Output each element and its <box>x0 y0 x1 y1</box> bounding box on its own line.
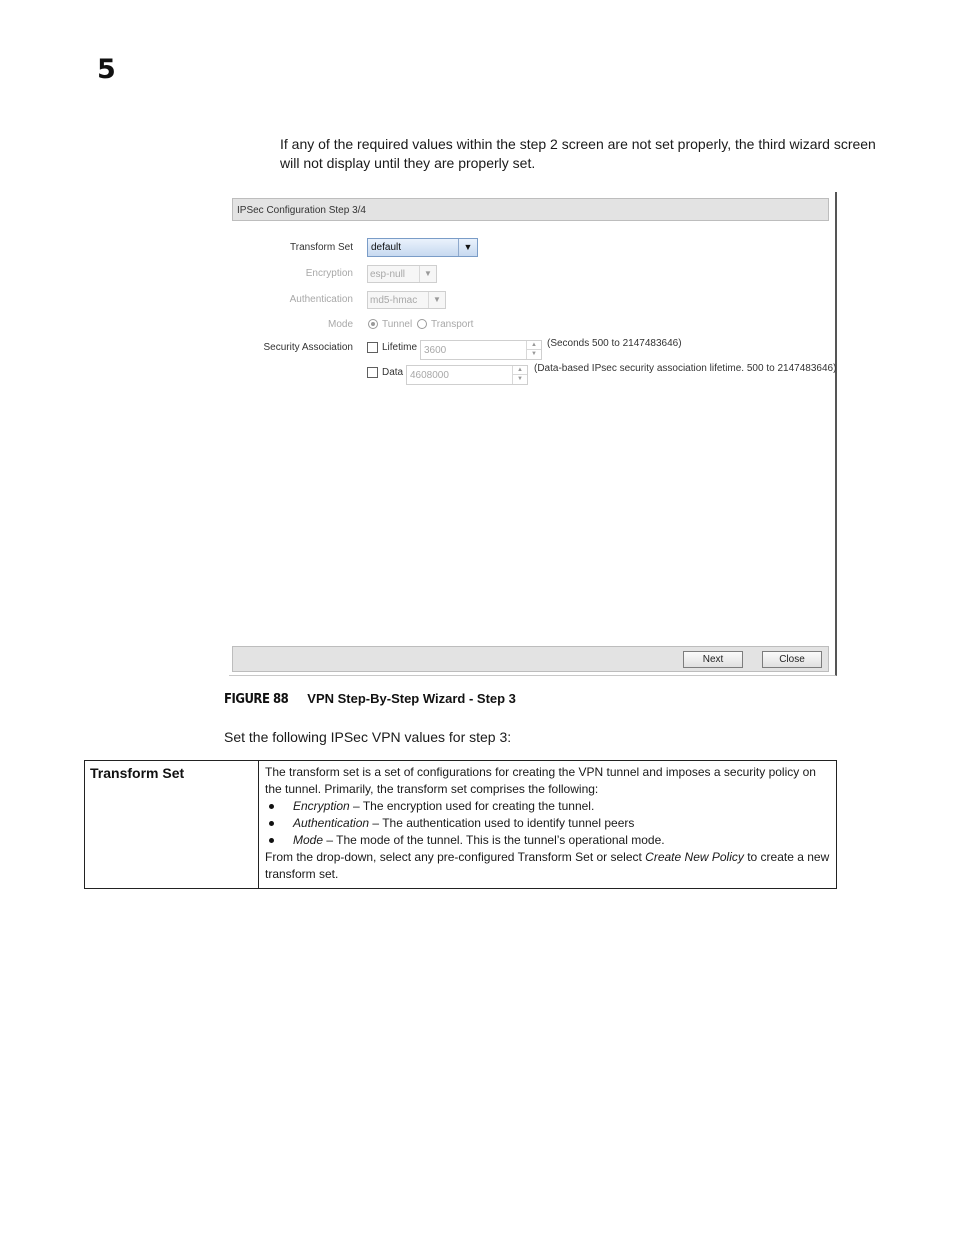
figure-title: VPN Step-By-Step Wizard - Step 3 <box>307 691 516 706</box>
figure-number: FIGURE 88 <box>224 692 289 707</box>
bullet-term: Authentication <box>293 816 370 830</box>
chevron-down-icon[interactable]: ▼ <box>419 266 436 282</box>
transform-set-select[interactable] <box>367 238 478 257</box>
lifetime-stepper[interactable] <box>526 341 541 359</box>
lifetime-hint: (Seconds 500 to 2147483646) <box>547 338 682 349</box>
chevron-down-icon[interactable]: ▼ <box>428 292 445 308</box>
lifetime-label: Lifetime <box>382 342 418 353</box>
close-button[interactable]: Close <box>762 651 822 668</box>
authentication-label: Authentication <box>289 294 353 305</box>
intro-paragraph: If any of the required values within the step 2 screen are not set properly, the third wizard screen will not display until they are properly set. <box>280 136 876 171</box>
wizard-title-bar: IPSec Configuration Step 3/4 <box>232 198 829 221</box>
table-row <box>85 761 837 889</box>
bullet-text: – The mode of the tunnel. This is the tunnel’s operational mode. <box>323 833 665 847</box>
lifetime-input[interactable] <box>420 340 542 360</box>
closing-emphasis: Create New Policy <box>645 850 744 864</box>
chevron-down-icon[interactable]: ▼ <box>458 239 477 256</box>
wizard-footer <box>232 646 829 672</box>
encryption-value: esp-null <box>370 269 406 280</box>
data-stepper[interactable] <box>512 366 527 384</box>
transform-set-value: default <box>371 242 402 253</box>
description-intro: The transform set is a set of configurations for creating the VPN tunnel and imposes a security policy on the tunnel. Primarily, the transform set comprises the following: <box>265 765 816 796</box>
mode-transport-label: Transport <box>431 319 474 330</box>
parameter-term: Transform Set <box>85 761 259 889</box>
bullet-term: Mode <box>293 833 324 847</box>
encryption-select[interactable] <box>367 265 437 283</box>
lifetime-value: 3600 <box>424 345 447 356</box>
mode-label: Mode <box>327 319 353 330</box>
data-hint: (Data-based IPsec security association lifetime. 500 to 2147483646) <box>534 363 837 374</box>
data-input[interactable] <box>406 365 528 385</box>
list-item <box>265 815 830 832</box>
chevron-up-icon[interactable]: ▲ <box>527 341 541 350</box>
chevron-down-icon[interactable]: ▼ <box>517 376 523 382</box>
mode-transport-radio[interactable] <box>417 319 427 329</box>
security-association-label: Security Association <box>263 342 353 353</box>
closing-before: From the drop-down, select any pre-configured Transform Set or select <box>265 850 646 864</box>
next-button[interactable]: Next <box>683 651 743 668</box>
bullet-term: Encryption <box>293 799 350 813</box>
lead-paragraph: Set the following IPSec VPN values for step 3: <box>224 729 512 745</box>
list-item <box>265 832 830 849</box>
data-label: Data <box>382 367 404 378</box>
data-value: 4608000 <box>410 370 449 381</box>
list-item <box>265 798 830 815</box>
parameter-description <box>259 761 837 889</box>
encryption-label: Encryption <box>305 268 353 279</box>
authentication-value: md5-hmac <box>370 295 418 306</box>
chapter-number: 5 <box>97 54 116 85</box>
description-closing <box>265 849 830 883</box>
parameters-table <box>84 760 837 889</box>
description-bullets <box>265 798 830 849</box>
closing-after: to create a new transform set. <box>265 850 830 881</box>
chevron-down-icon[interactable]: ▼ <box>531 351 537 357</box>
mode-tunnel-label: Tunnel <box>382 319 413 330</box>
lifetime-checkbox[interactable] <box>367 342 378 353</box>
data-checkbox[interactable] <box>367 367 378 378</box>
bullet-text: – The encryption used for creating the tunnel. <box>349 799 595 813</box>
ipsec-wizard-screenshot <box>229 192 837 676</box>
chevron-up-icon[interactable]: ▲ <box>513 366 527 375</box>
figure-caption <box>224 691 516 707</box>
authentication-select[interactable] <box>367 291 446 309</box>
bullet-text: – The authentication used to identify tunnel peers <box>369 816 635 830</box>
transform-set-label: Transform Set <box>290 242 353 253</box>
mode-tunnel-radio[interactable] <box>368 319 378 329</box>
